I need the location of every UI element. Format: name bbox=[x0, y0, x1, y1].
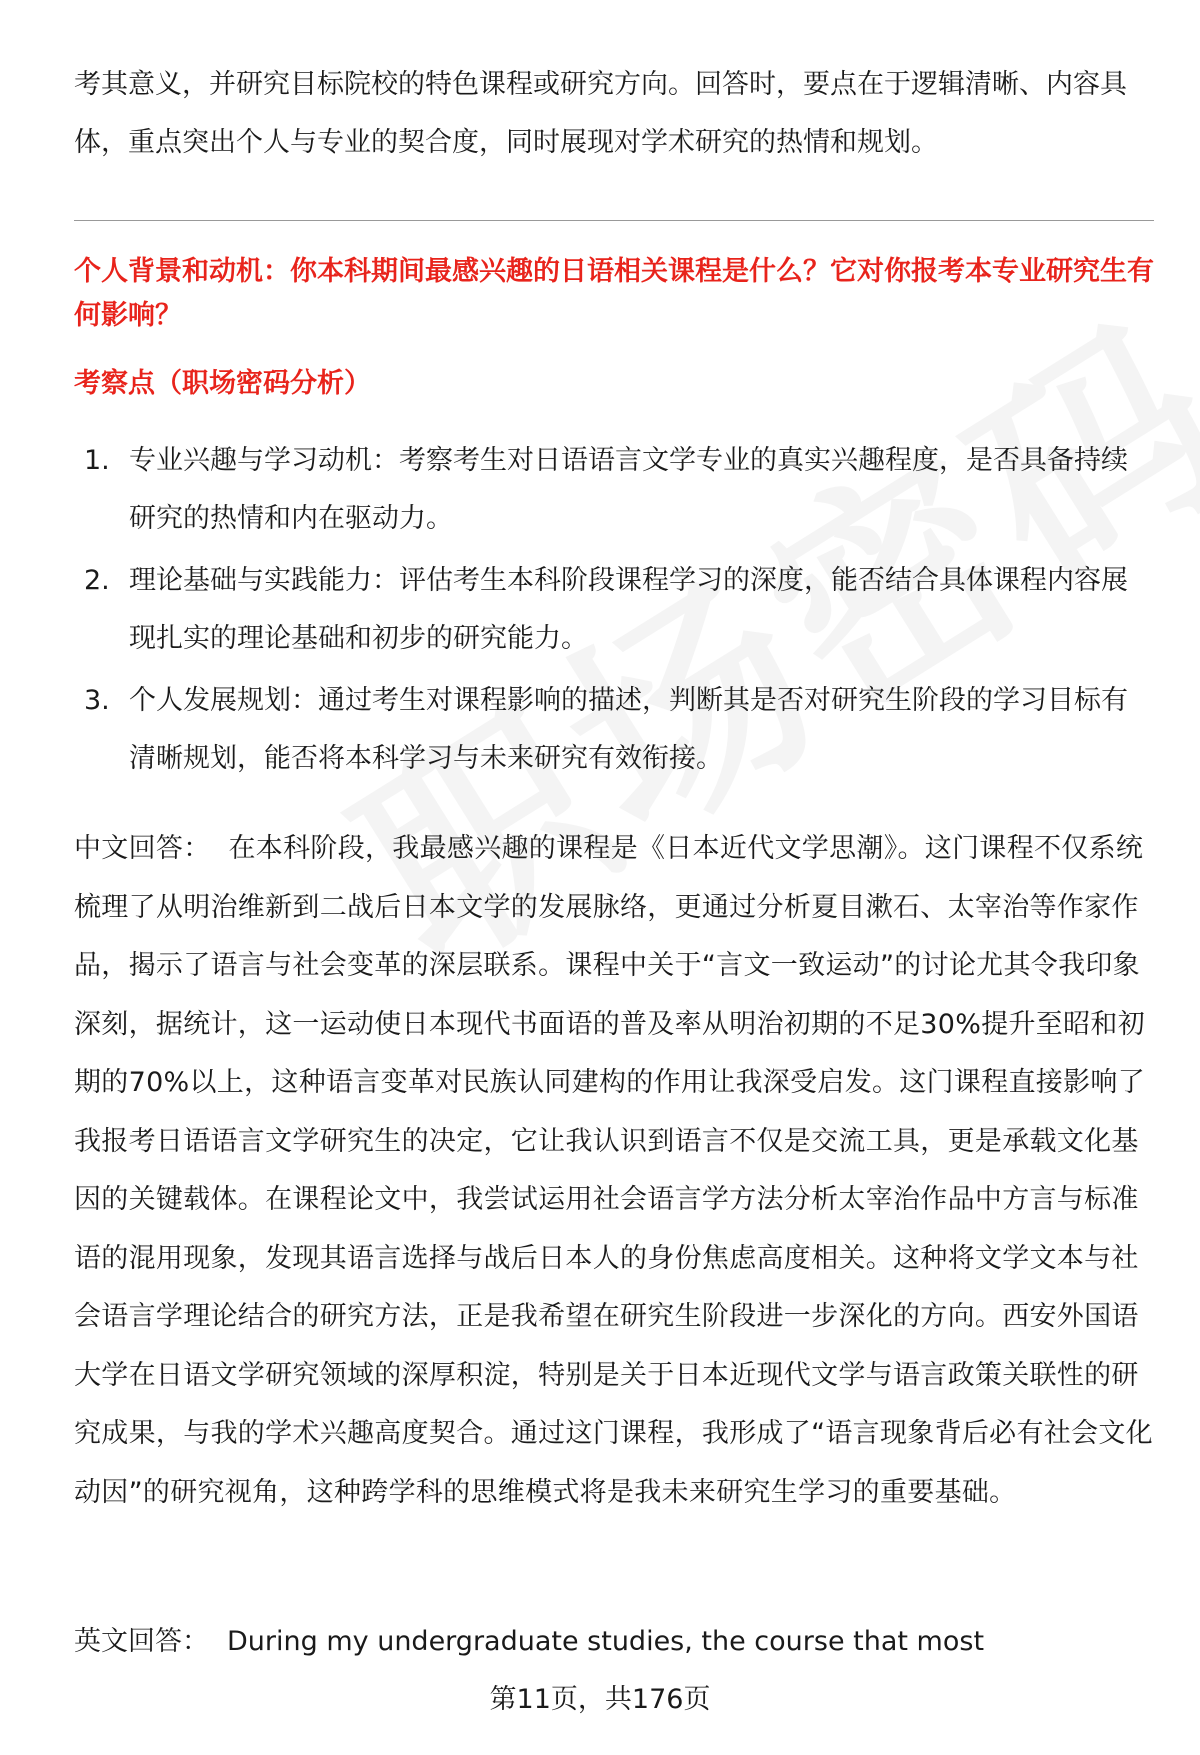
point-text: 理论基础与实践能力：评估考生本科阶段课程学习的深度，能否结合具体课程内容展现扎实的理论基础和初步的研究能力。 bbox=[129, 565, 1128, 654]
assessment-heading: 考察点（职场密码分析） bbox=[74, 368, 371, 399]
chinese-answer-label: 中文回答： bbox=[74, 833, 211, 864]
point-text: 专业兴趣与学习动机：考察考生对日语语言文学专业的真实兴趣程度，是否具备持续研究的热情和内在驱动力。 bbox=[129, 445, 1128, 534]
point-number: 1. bbox=[84, 445, 110, 476]
chinese-answer-text: 在本科阶段，我最感兴趣的课程是《日本近代文学思潮》。这门课程不仅系统梳理了从明治维新到二战后日本文学的发展脉络，更通过分析夏目漱石、太宰治等作家作品，揭示了语言与社会变革的深层联系。课程中关于“言文一致运动”的讨论尤其令我印象深刻，据统计，这一运动使日本现代书面语的普及率从明治初期的不足30%提升至昭和初期的70%以上，这种语言变革对民族认同建构的作用让我深受启发。这门课程直接影响了我报考日语语言文学研究生的决定，它让我认识到语言不仅是交流工具，更是承载文化基因的关键载体。在课程论文中，我尝试运用社会语言学方法分析太宰治作品中方言与标准语的混用现象，发现其语言选择与战后日本人的身份焦虑高度相关。这种将文学文本与社会语言学理论结合的研究方法，正是我希望在研究生阶段进一步深化的方向。西安外国语大学在日语文学研究领域的深厚积淀，特别是关于日本近现代文学与语言政策关联性的研究成果，与我的学术兴趣高度契合。通过这门课程，我形成了“语言现象背后必有社会文化动因”的研究视角，这种跨学科的思维模式将是我未来研究生学习的重要基础。 bbox=[74, 833, 1153, 1508]
point-number: 3. bbox=[84, 685, 110, 716]
english-answer-paragraph bbox=[74, 1620, 1154, 1664]
assessment-points-list bbox=[74, 432, 1154, 792]
point-number: 2. bbox=[84, 565, 110, 596]
english-answer-label: 英文回答： bbox=[74, 1626, 209, 1657]
english-answer-text: During my undergraduate studies, the course that most bbox=[227, 1626, 985, 1657]
assessment-point bbox=[74, 552, 1154, 668]
section-divider bbox=[74, 220, 1154, 221]
chinese-answer-paragraph bbox=[74, 820, 1154, 1522]
page-footer: 第11页，共176页 bbox=[489, 1684, 711, 1715]
assessment-point bbox=[74, 672, 1154, 788]
point-text: 个人发展规划：通过考生对课程影响的描述，判断其是否对研究生阶段的学习目标有清晰规划，能否将本科学习与未来研究有效衔接。 bbox=[129, 685, 1128, 774]
assessment-point bbox=[74, 432, 1154, 548]
question-heading: 个人背景和动机：你本科期间最感兴趣的日语相关课程是什么？它对你报考本专业研究生有何影响？ bbox=[74, 256, 1154, 331]
intro-paragraph: 考其意义，并研究目标院校的特色课程或研究方向。回答时，要点在于逻辑清晰、内容具体，重点突出个人与专业的契合度，同时展现对学术研究的热情和规划。 bbox=[74, 69, 1127, 158]
